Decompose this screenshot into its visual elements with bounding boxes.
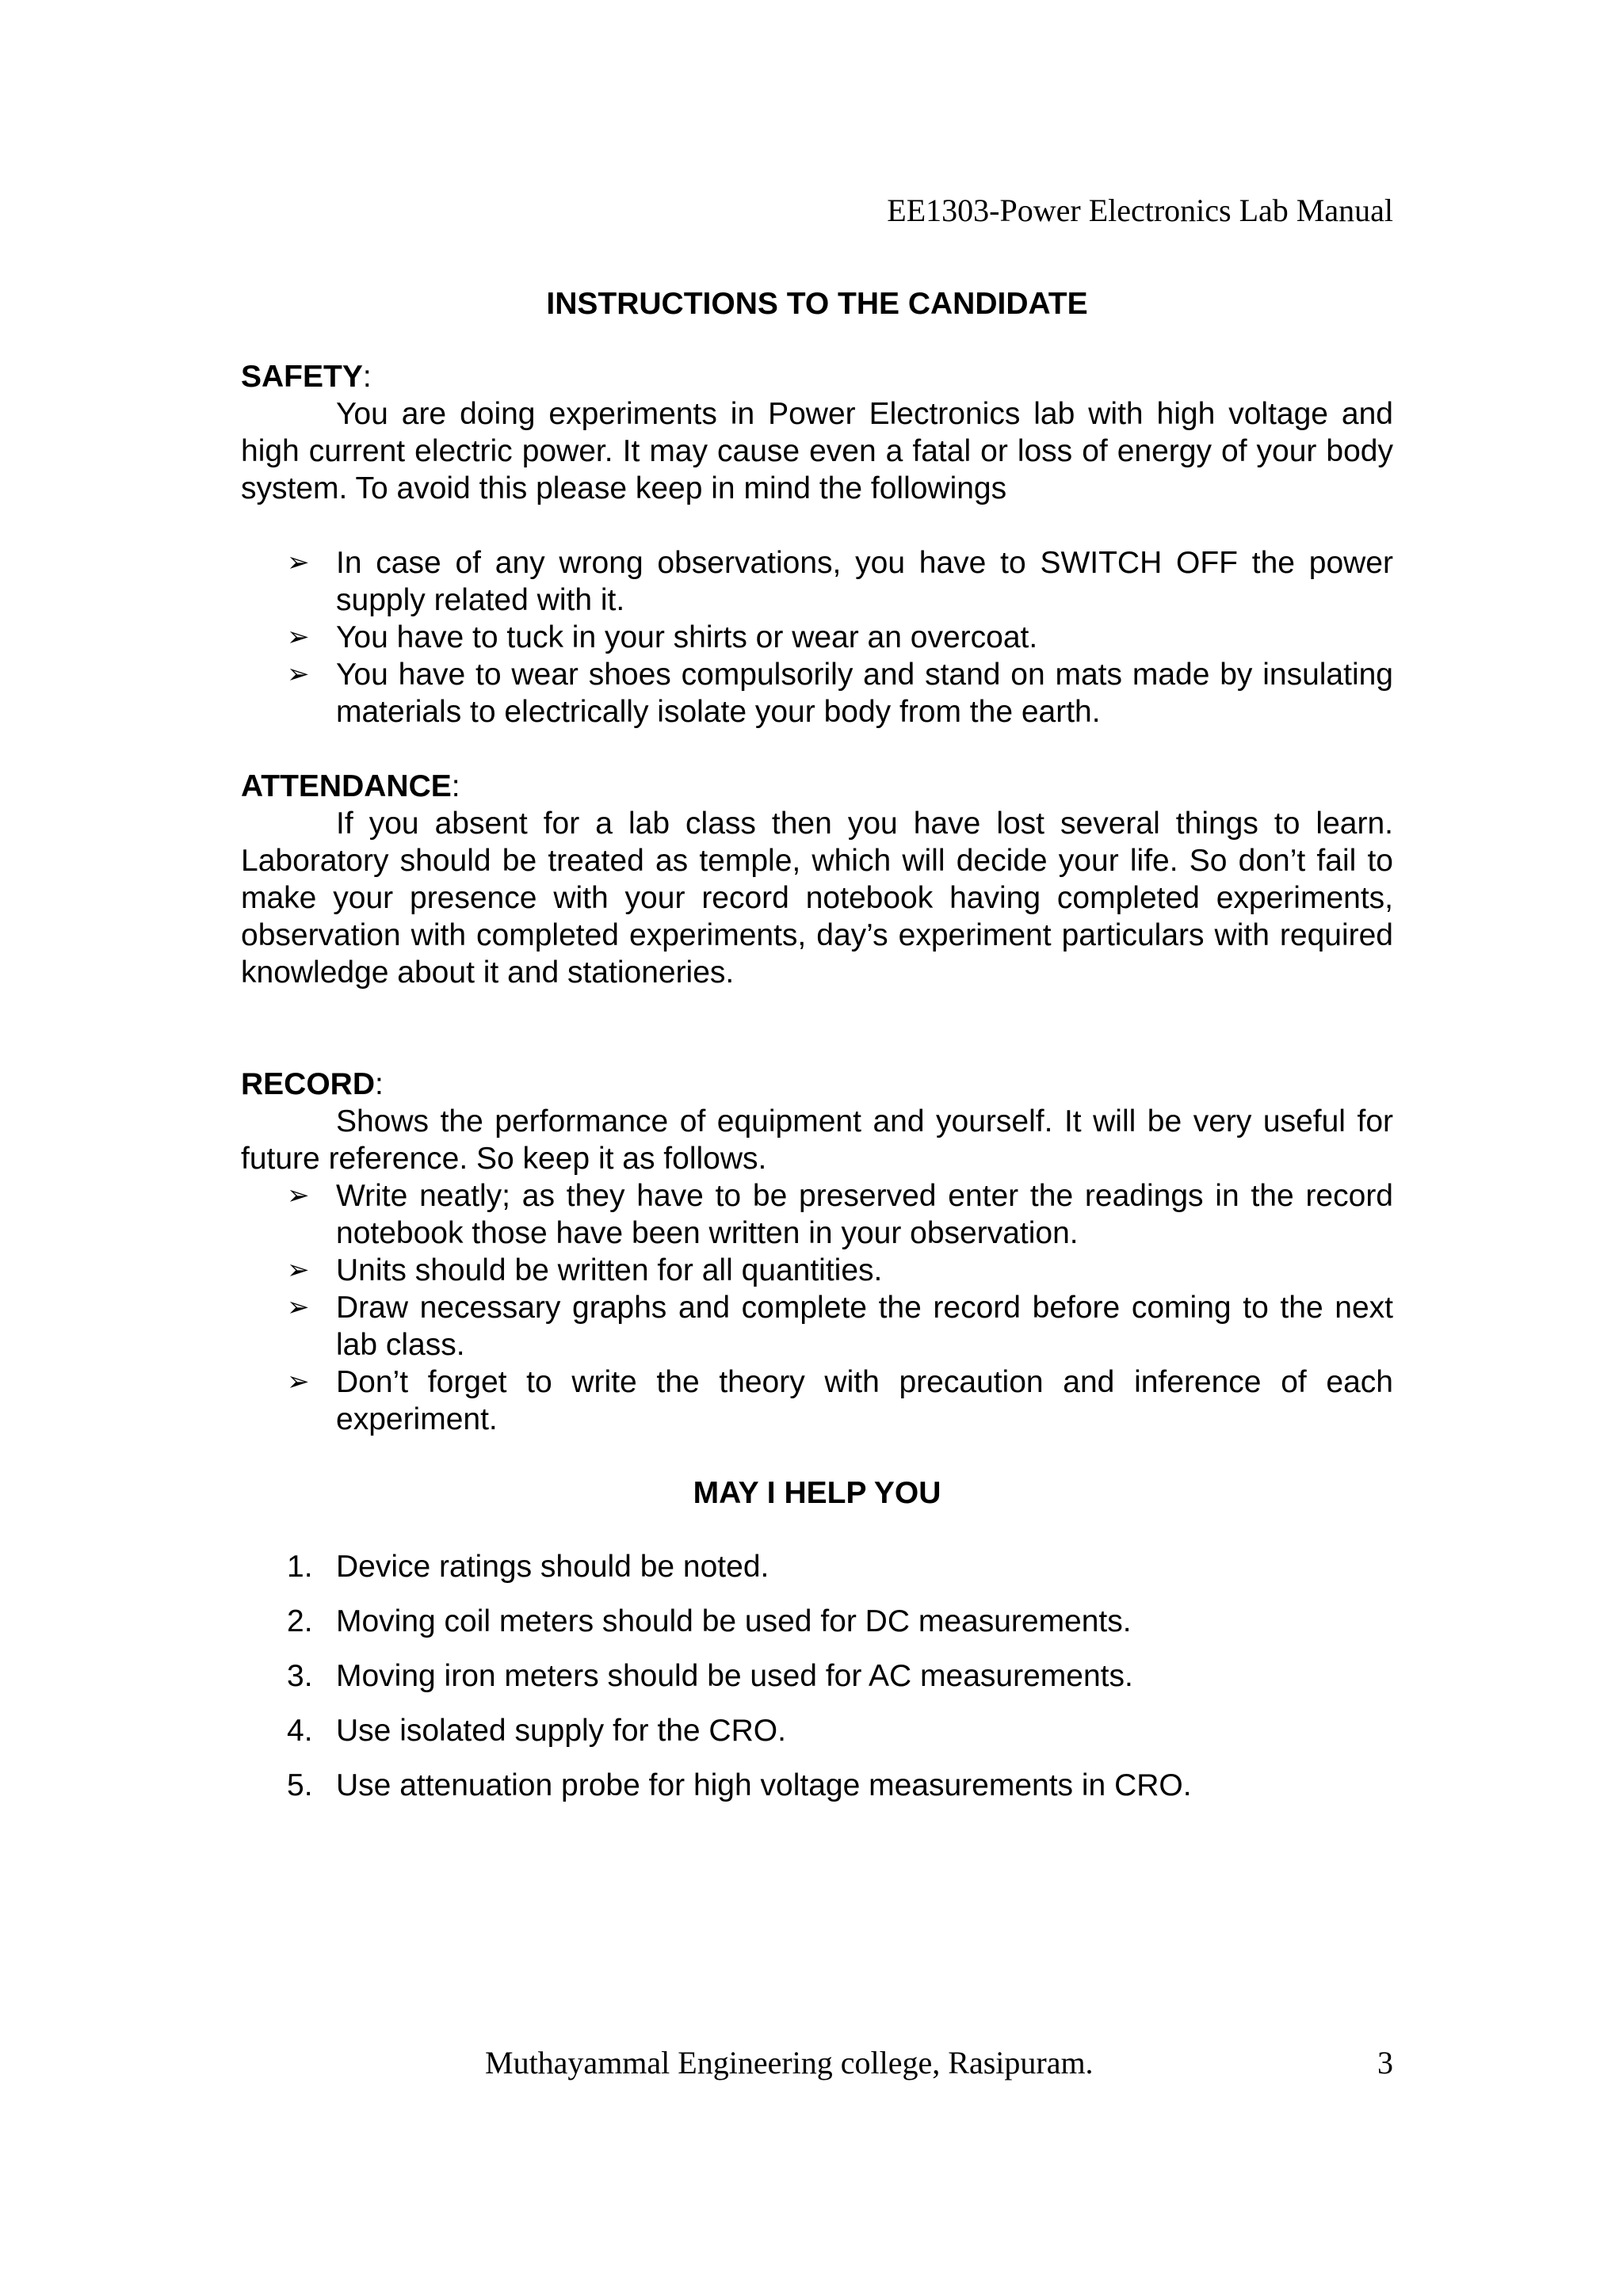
- attendance-section: [241, 768, 1393, 991]
- record-section: [241, 1066, 1393, 1438]
- list-item-number: 2.: [287, 1604, 313, 1638]
- list-item-text: Use isolated supply for the CRO.: [336, 1714, 786, 1748]
- attendance-heading: [241, 768, 1393, 805]
- list-item: [241, 1177, 1393, 1252]
- list-item-number: 4.: [287, 1714, 313, 1748]
- page-number: 3: [1377, 2045, 1393, 2081]
- list-item-text: Moving coil meters should be used for DC measurements.: [336, 1604, 1132, 1638]
- safety-heading-colon: :: [362, 360, 372, 394]
- arrow-bullet-icon: ➢: [287, 621, 310, 653]
- list-item: [241, 1767, 1393, 1804]
- list-item-text: You have to tuck in your shirts or wear an overcoat.: [336, 620, 1038, 654]
- list-item-number: 5.: [287, 1768, 313, 1802]
- list-item-text: Units should be written for all quantities.: [336, 1253, 883, 1287]
- attendance-heading-text: ATTENDANCE: [241, 769, 452, 803]
- list-item-text: You have to wear shoes compulsorily and stand on mats made by insulating materials to electrically isolate your body from the earth.: [336, 658, 1393, 729]
- list-item-number: 3.: [287, 1659, 313, 1693]
- safety-section: [241, 358, 1393, 730]
- footer-college-name: Muthayammal Engineering college, Rasipuram.: [485, 2045, 1094, 2081]
- help-section: [241, 1474, 1393, 1804]
- attendance-text: If you absent for a lab class then you have lost several things to learn. Laboratory should be treated as temple, which will decide your life. So don’t fail to make your presence with your record notebook having completed experiments, observation with completed experiments, day’s experiment particulars with required knowledge about it and stationeries.: [241, 807, 1393, 990]
- help-numbered-list: [241, 1548, 1393, 1804]
- list-item: [241, 1289, 1393, 1363]
- arrow-bullet-icon: ➢: [287, 1180, 310, 1211]
- list-item-text: Write neatly; as they have to be preserved enter the readings in the record notebook those have been written in your observation.: [336, 1179, 1393, 1250]
- record-heading: [241, 1066, 1393, 1103]
- arrow-bullet-icon: ➢: [287, 1366, 310, 1398]
- list-item: [241, 544, 1393, 619]
- safety-heading: [241, 358, 1393, 395]
- list-item-text: In case of any wrong observations, you have to SWITCH OFF the power supply related with it.: [336, 546, 1393, 617]
- record-bullet-list: [241, 1177, 1393, 1438]
- page-content: [241, 285, 1393, 1821]
- safety-bullet-list: [241, 544, 1393, 730]
- list-item: [241, 1363, 1393, 1438]
- safety-heading-text: SAFETY: [241, 360, 363, 394]
- list-item: [241, 619, 1393, 656]
- attendance-heading-colon: :: [451, 769, 460, 803]
- page-title: INSTRUCTIONS TO THE CANDIDATE: [546, 287, 1088, 321]
- list-item: [241, 656, 1393, 730]
- list-item-number: 1.: [287, 1550, 313, 1584]
- running-header: EE1303-Power Electronics Lab Manual: [887, 193, 1393, 228]
- list-item-text: Draw necessary graphs and complete the record before coming to the next lab class.: [336, 1291, 1393, 1362]
- arrow-bullet-icon: ➢: [287, 547, 310, 578]
- list-item: [241, 1657, 1393, 1695]
- list-item: [241, 1603, 1393, 1640]
- list-item-text: Device ratings should be noted.: [336, 1550, 769, 1584]
- help-heading: MAY I HELP YOU: [693, 1476, 941, 1510]
- record-intro: Shows the performance of equipment and yourself. It will be very useful for future reference. So keep it as follows.: [241, 1104, 1393, 1176]
- arrow-bullet-icon: ➢: [287, 1291, 310, 1323]
- arrow-bullet-icon: ➢: [287, 1254, 310, 1286]
- list-item: [241, 1252, 1393, 1289]
- record-heading-text: RECORD: [241, 1067, 376, 1101]
- list-item-text: Use attenuation probe for high voltage measurements in CRO.: [336, 1768, 1192, 1802]
- list-item-text: Don’t forget to write the theory with precaution and inference of each experiment.: [336, 1365, 1393, 1436]
- record-heading-colon: :: [375, 1067, 384, 1101]
- list-item: [241, 1712, 1393, 1749]
- safety-intro: You are doing experiments in Power Electronics lab with high voltage and high current electric power. It may cause even a fatal or loss of energy of your body system. To avoid this please keep in mind the followings: [241, 397, 1393, 505]
- arrow-bullet-icon: ➢: [287, 658, 310, 690]
- list-item: [241, 1548, 1393, 1585]
- list-item-text: Moving iron meters should be used for AC measurements.: [336, 1659, 1133, 1693]
